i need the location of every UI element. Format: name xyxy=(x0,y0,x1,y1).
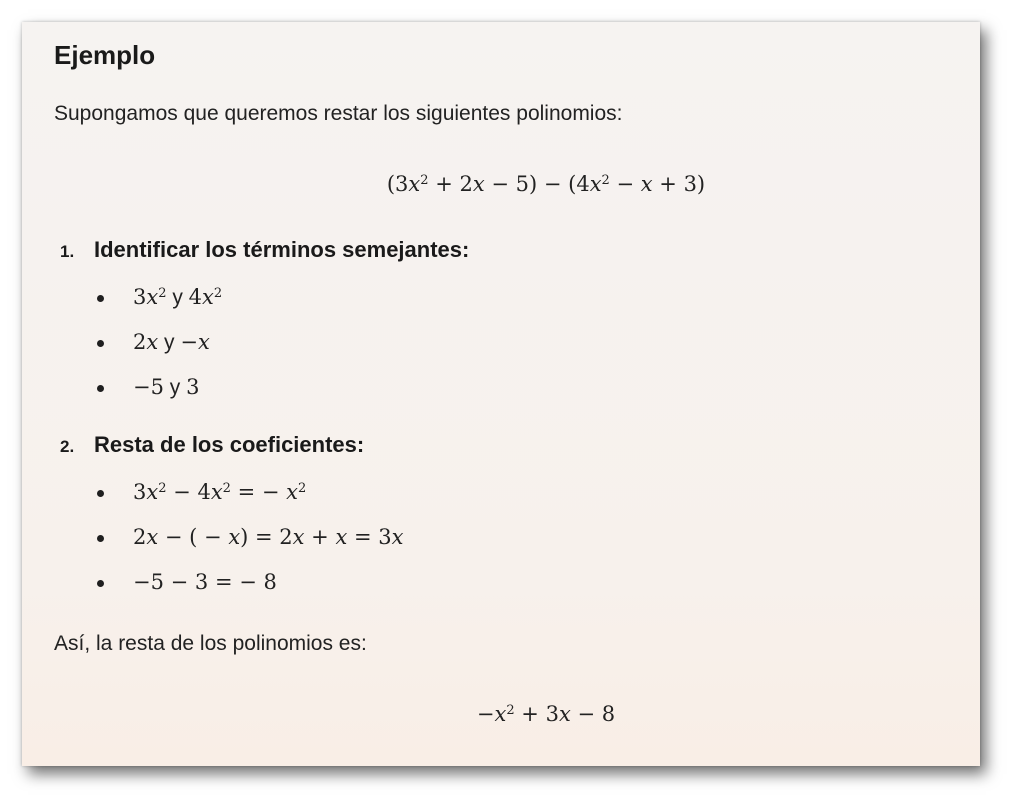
step-2-number: 2. xyxy=(60,437,75,456)
example-card xyxy=(22,22,980,766)
list-item: −5 − 3 = − 8 xyxy=(97,567,403,612)
step-1-heading xyxy=(60,237,469,263)
list-item: $3x^2 - 4x^2$ = − $x^2$ xyxy=(97,477,403,522)
polynomial-expression: $(3x^2 + 2x - 5) - (4x^2 - x + 3)$ xyxy=(386,172,706,196)
step-1-label: Identificar los términos semejantes: xyxy=(94,237,470,262)
intro-text: Supongamos que queremos restar los siguientes polinomios: xyxy=(54,102,623,125)
example-title: Ejemplo xyxy=(54,40,156,70)
step-2-label: Resta de los coeficientes: xyxy=(94,432,365,457)
list-item: $3x^2$ y $4x^2$ xyxy=(97,282,222,327)
result-expression: $-x^2 + 3x - 8$ xyxy=(476,702,616,726)
list-item: −5 y 3 xyxy=(97,372,222,417)
step-1-list xyxy=(97,282,222,417)
conclusion-text: Así, la resta de los polinomios es: xyxy=(54,632,367,655)
list-item: 2x − ( − x) = 2x + x = 3x xyxy=(97,522,403,567)
step-2-heading xyxy=(60,432,364,458)
list-item: 2x y −x xyxy=(97,327,222,372)
step-1-number: 1. xyxy=(60,242,75,261)
step-2-list xyxy=(97,477,403,612)
